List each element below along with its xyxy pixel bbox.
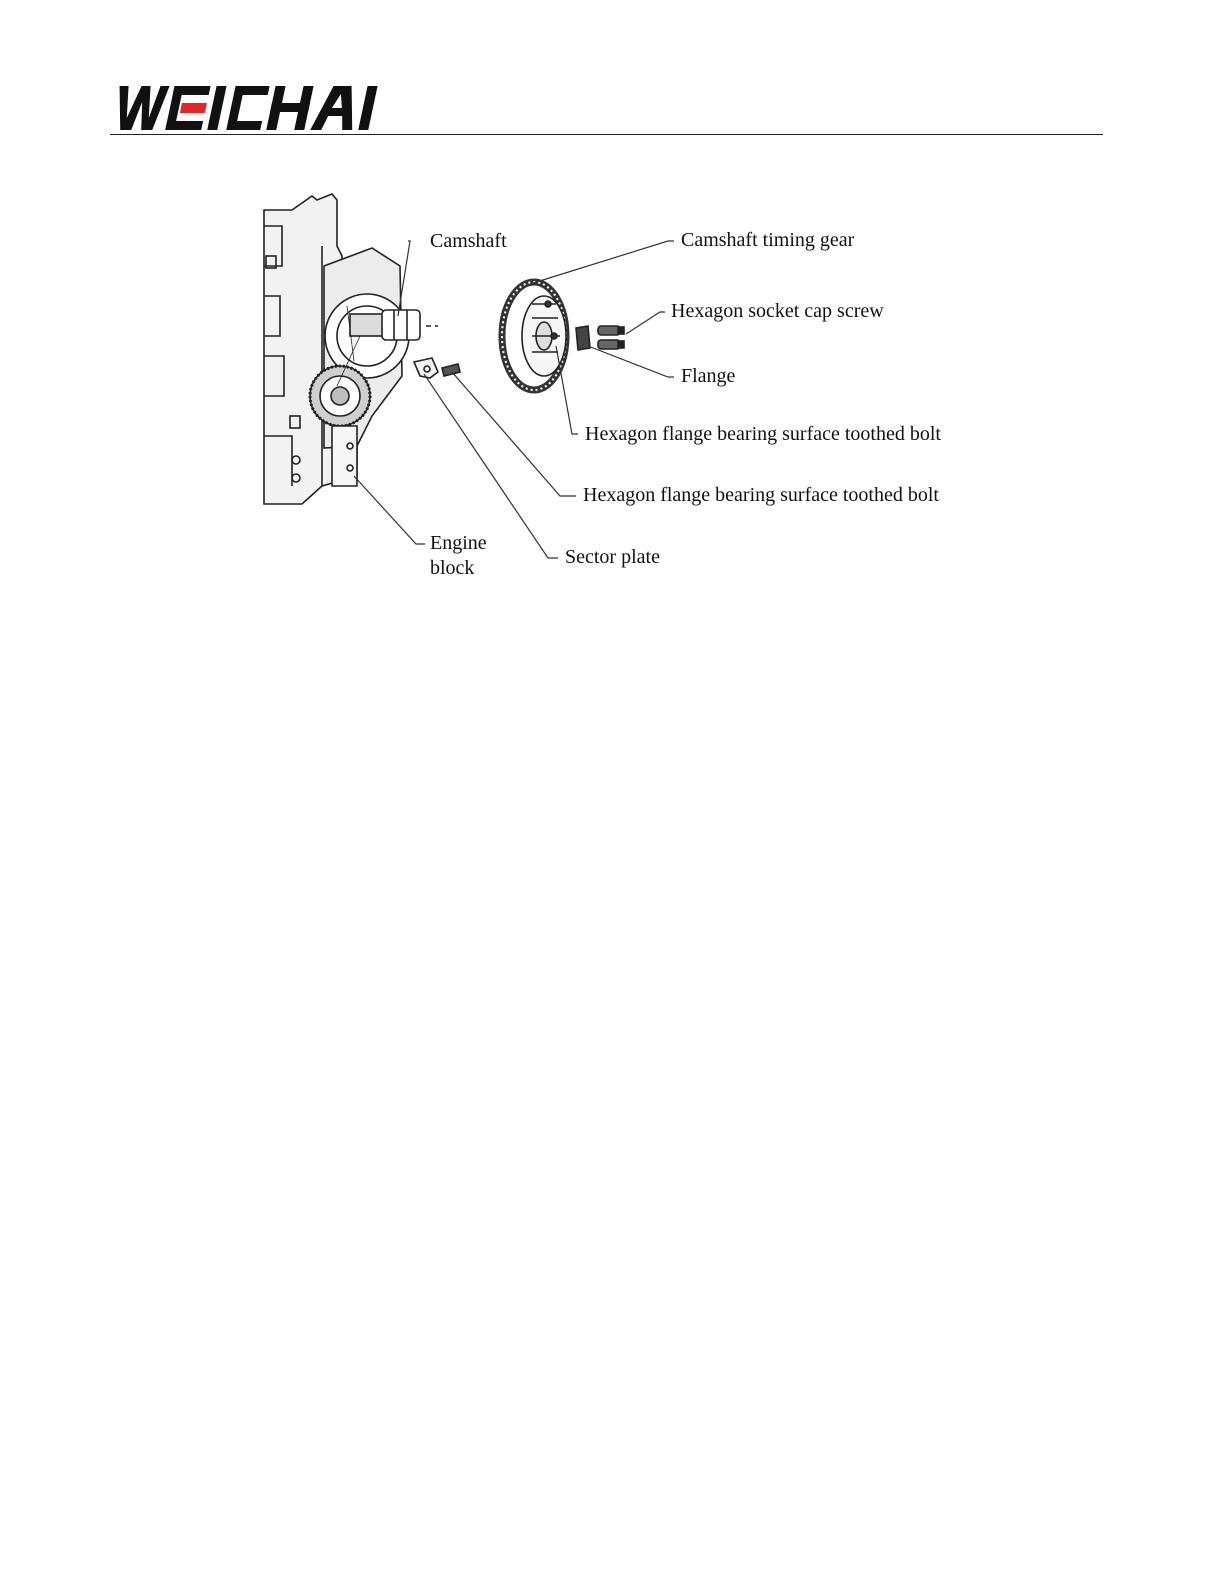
camshaft-assembly-drawing — [262, 186, 962, 586]
engine-block-drawing — [264, 194, 438, 504]
label-flange: Flange — [681, 365, 736, 387]
sector-plate-drawing — [414, 358, 460, 378]
label-camshaft-timing-gear: Camshaft timing gear — [681, 229, 855, 251]
label-hexagon-flange-bolt-lower: Hexagon flange bearing surface toothed bolt — [583, 484, 939, 506]
label-sector-plate: Sector plate — [565, 546, 660, 568]
logo-accent-bar — [180, 103, 207, 113]
flange-and-screws-drawing — [576, 326, 624, 350]
label-engine-block-line1: Engine — [430, 532, 487, 554]
label-camshaft: Camshaft — [430, 230, 507, 252]
camshaft-timing-gear-drawing — [502, 282, 566, 390]
header-rule — [110, 134, 1103, 135]
label-hexagon-flange-bolt-upper: Hexagon flange bearing surface toothed bolt — [585, 423, 941, 445]
label-engine-block-line2: block — [430, 557, 475, 579]
weichai-logo — [110, 84, 405, 132]
label-hexagon-socket-cap-screw: Hexagon socket cap screw — [671, 300, 884, 322]
